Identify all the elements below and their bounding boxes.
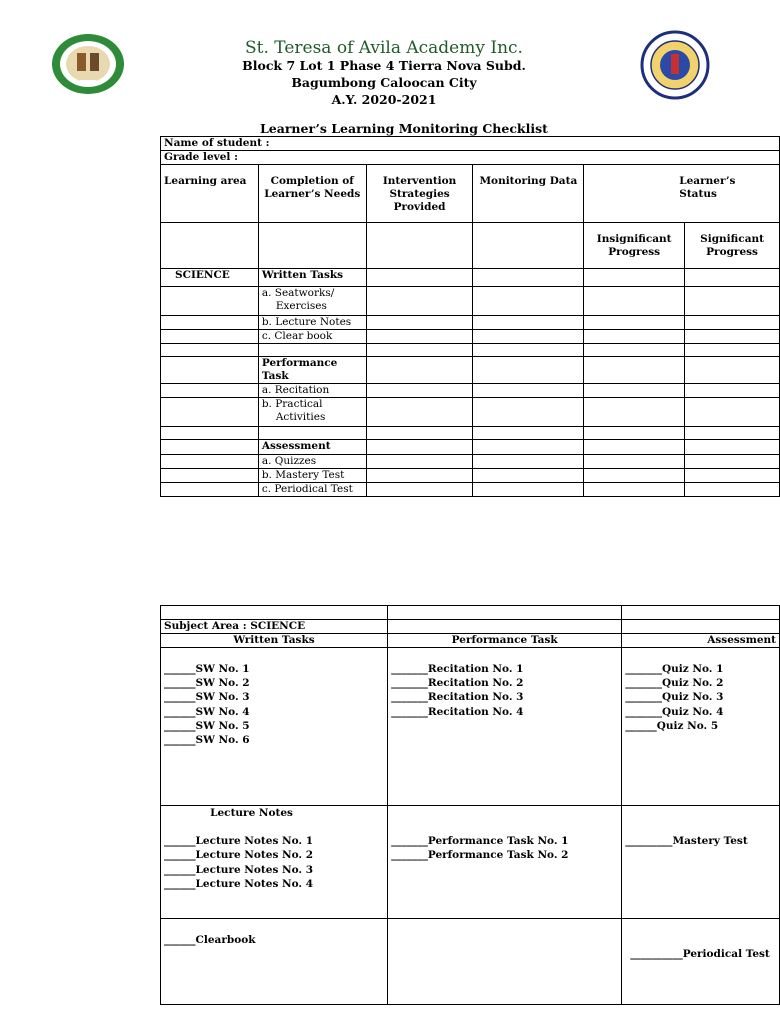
clear-book-item: c. Clear book: [258, 330, 366, 344]
address-line-2: Bagumbong Caloocan City: [291, 75, 477, 90]
sw-item: ______SW No. 6: [164, 734, 250, 747]
header-performance-task: Performance Task: [388, 634, 622, 648]
periodical-cell: [622, 919, 780, 1005]
sw-list: [161, 648, 388, 806]
assessment-label: Assessment: [258, 440, 366, 455]
clearbook-item: ______Clearbook: [164, 934, 256, 946]
lecture-note-item: ______Lecture Notes No. 2: [164, 849, 314, 862]
checklist-title: Learner’s Learning Monitoring Checklist: [260, 121, 548, 136]
recitation-item: _______Recitation No. 2: [391, 677, 524, 690]
recitation-item: _______Recitation No. 4: [391, 705, 524, 718]
recitation-item: a. Recitation: [258, 384, 366, 398]
sw-item: ______SW No. 4: [164, 705, 250, 718]
sw-item: ______SW No. 5: [164, 719, 250, 732]
quiz-item: _______Quiz No. 4: [625, 705, 724, 718]
quizzes-item: a. Quizzes: [258, 455, 366, 469]
header-assessment: Assessment: [622, 634, 780, 648]
recitation-item: _______Recitation No. 1: [391, 663, 524, 675]
academic-year: A.Y. 2020-2021: [331, 92, 437, 107]
lecture-note-item: ______Lecture Notes No. 1: [164, 835, 314, 848]
col-intervention: Intervention Strategies Provided: [366, 165, 473, 223]
col-monitoring: Monitoring Data: [473, 165, 584, 223]
mastery-cell: [622, 806, 780, 919]
lecture-note-item: ______Lecture Notes No. 3: [164, 863, 314, 876]
sw-item: ______SW No. 1: [164, 663, 250, 675]
monitoring-checklist-table: [160, 136, 780, 497]
recitation-item: _______Recitation No. 3: [391, 691, 524, 704]
quiz-item: ______Quiz No. 5: [625, 719, 719, 732]
col-learners-status: Learner’s Status: [584, 165, 780, 223]
perf-task-item: _______Performance Task No. 1: [391, 835, 569, 847]
header-written-tasks: Written Tasks: [161, 634, 388, 648]
quiz-list: [622, 648, 780, 806]
col-learning-area: Learning area: [161, 165, 259, 223]
mastery-test-item: _________Mastery Test: [625, 835, 748, 847]
school-name: St. Teresa of Avila Academy Inc.: [245, 38, 523, 58]
written-tasks-label: Written Tasks: [258, 269, 366, 287]
name-of-student-label: Name of student :: [161, 137, 780, 151]
quiz-item: _______Quiz No. 3: [625, 691, 724, 704]
sw-item: ______SW No. 2: [164, 677, 250, 690]
col-insignificant-progress: Insignificant Progress: [584, 223, 685, 269]
col-completion: Completion of Learner’s Needs: [258, 165, 366, 223]
lecture-note-item: ______Lecture Notes No. 4: [164, 877, 314, 890]
col-significant-progress: Significant Progress: [685, 223, 780, 269]
grade-level-label: Grade level :: [161, 151, 780, 165]
perf-task-list: [388, 806, 622, 919]
quiz-item: _______Quiz No. 2: [625, 677, 724, 690]
lecture-notes-item: b. Lecture Notes: [258, 316, 366, 330]
subject-area-label: Subject Area : SCIENCE: [161, 620, 388, 634]
periodical-test-item: __________Periodical Test: [630, 948, 770, 960]
perf-task-item: _______Performance Task No. 2: [391, 849, 569, 862]
seatworks-item: a. Seatworks/ Exercises: [258, 287, 366, 316]
mastery-test-item: b. Mastery Test: [258, 469, 366, 483]
address-line-1: Block 7 Lot 1 Phase 4 Tierra Nova Subd.: [242, 58, 526, 73]
performance-task-label: Performance Task: [258, 357, 366, 384]
recitation-list: [388, 648, 622, 806]
practical-activities-item: b. Practical Activities: [258, 398, 366, 427]
periodical-test-item: c. Periodical Test: [258, 483, 366, 497]
sw-item: ______SW No. 3: [164, 691, 250, 704]
lecture-notes-title: Lecture Notes: [210, 807, 293, 819]
quiz-item: _______Quiz No. 1: [625, 663, 724, 675]
clearbook-cell: [161, 919, 388, 1005]
subject-area-table: [160, 605, 780, 1005]
lecture-notes-list: [161, 806, 388, 919]
subject-cell: SCIENCE: [161, 269, 259, 287]
